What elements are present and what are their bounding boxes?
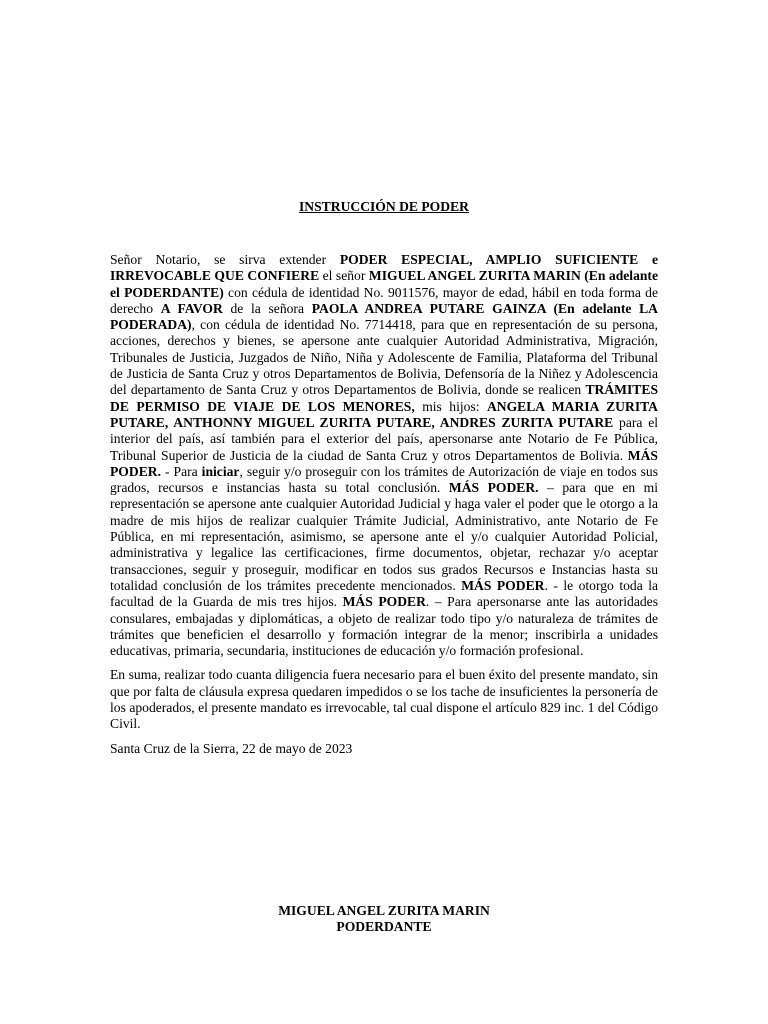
text-run: de la señora	[222, 300, 312, 316]
power-of-attorney-paragraph	[110, 252, 658, 659]
text-run: – para que en mi representación se apersone ante cualquier Autoridad Judicial y haga valer el poder que le otorgo a la madre de mis hijos de realizar cualquier Trámite Judicial, Administrativo, ante Notario de Fe Pública, en mi representación, asimismo, se apersone ante el y/o cualquier Autoridad Policial, administrativa y legalice las certificaciones, firme documentos, objetar, rechazar y/o aceptar transacciones, seguir y proseguir, modificar en todos sus grados Recursos e Instancias hasta su totalidad conclusión de los trámites precedente mencionados.	[110, 480, 658, 593]
place-date: Santa Cruz de la Sierra, 22 de mayo de 2023	[110, 740, 353, 756]
signature-name: MIGUEL ANGEL ZURITA MARIN	[278, 903, 490, 918]
bold-run: MÁS PODER	[342, 594, 426, 610]
bold-run: ANGELA MARIA ZURITA PUTARE, ANTHONNY MIGUEL ZURITA PUTARE, ANDRES ZURITA PUTARE	[110, 398, 658, 430]
text-run: . – Para apersonarse ante las autoridades consulares, embajadas y diplomáticas, a objeto de realizar todo tipo y/o naturaleza de trámites de trámites que beneficien el desarrollo y formación integrar de la menor; inscribirla a unidades educativas, primaria, secundaria, instituciones de educación y/o formación profesional.	[110, 594, 659, 659]
text-run: . - le otorgo toda la facultad de la Guarda de mis tres hijos.	[110, 577, 658, 610]
bold-run: MÁS PODER.	[110, 447, 658, 479]
text-run: para el interior del país, así también para el exterior del país, apersonarse ante Notario de Fe Pública, Tribunal Superior de Justicia de la ciudad de Santa Cruz y otros Departamentos de Bolivia.	[110, 414, 658, 463]
document-body	[110, 252, 658, 757]
bold-run: MÁS PODER.	[448, 480, 539, 496]
bold-run: MÁS PODER	[461, 577, 545, 593]
bold-run: A FAVOR	[160, 300, 223, 316]
bold-run: MIGUEL ANGEL ZURITA MARIN (En adelante el PODERDANTE)	[110, 268, 658, 300]
bold-run: PODER ESPECIAL, AMPLIO SUFICIENTE e IRREVOCABLE QUE CONFIERE	[110, 252, 658, 284]
text-run: mis hijos:	[414, 398, 487, 414]
text-run: - Para	[160, 463, 202, 479]
bold-run: iniciar	[201, 463, 240, 479]
signature-role: PODERDANTE	[336, 919, 432, 934]
summary-paragraph: En suma, realizar todo cuanta diligencia fuera necesario para el buen éxito del presente mandato, sin que por falta de cláusula expresa quedaren impedidos o se los tache de insuficientes la personería de los apoderados, el presente mandato es irrevocable, tal cual dispone el artículo 829 inc. 1 del Código Civil.	[110, 667, 658, 732]
text-run: con cédula de identidad No. 9011576, mayor de edad, hábil en toda forma de derecho	[110, 284, 658, 316]
text-run: , seguir y/o proseguir con los trámites de Autorización de viaje en todos sus grados, recursos e instancias hasta su total conclusión.	[110, 463, 658, 496]
bold-run: PAOLA ANDREA PUTARE GAINZA (En adelante LA PODERADA)	[110, 300, 658, 333]
document-title: INSTRUCCIÓN DE PODER	[299, 199, 469, 214]
signature-block	[0, 903, 768, 935]
text-run: , con cédula de identidad No. 7714418, para que en representación de su persona, acciones, derechos y bienes, se apersone ante cualquier Autoridad Administrativa, Migración, Tribunales de Justicia, Juzgados de Niño, Niña y Adolescente de Familia, Plataforma del Tribunal de Justicia de Santa Cruz y otros Departamentos de Bolivia, Defensoría de la Niñez y Adolescencia del departamento de Santa Cruz y otros Departamentos de Bolivia, donde se realicen	[110, 317, 658, 398]
text-run: el señor	[319, 268, 369, 284]
text-run: Señor Notario, se sirva extender	[110, 252, 340, 267]
bold-run: TRÁMITES DE PERMISO DE VIAJE DE LOS MENORES,	[110, 382, 658, 414]
